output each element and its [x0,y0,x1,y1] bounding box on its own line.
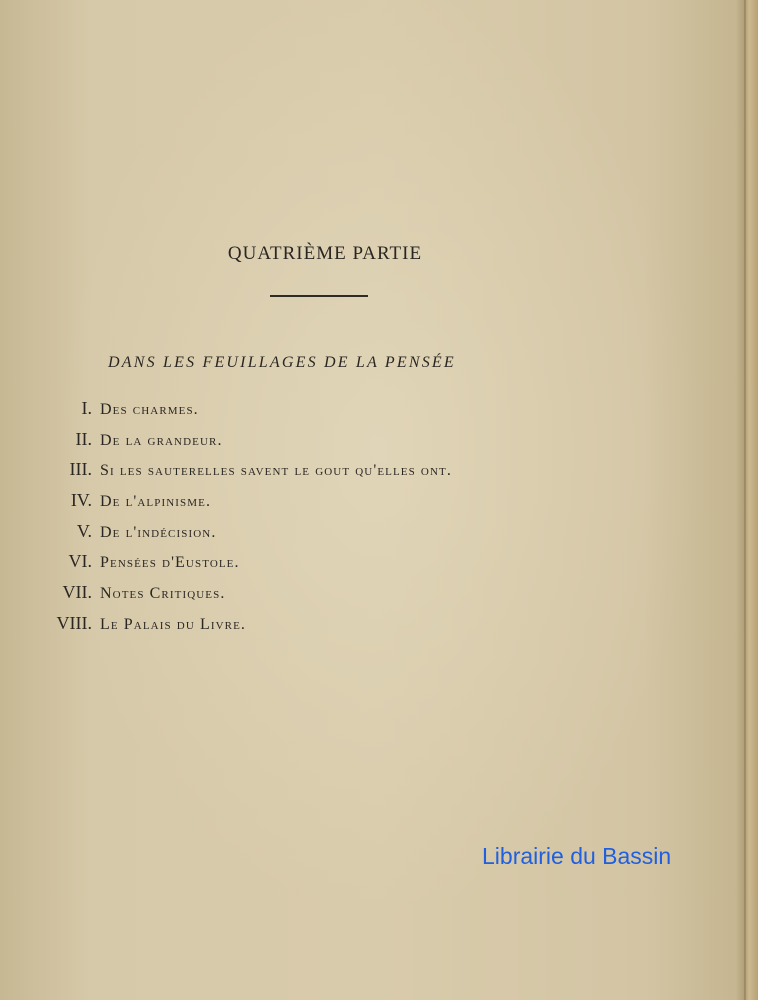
toc-title: De l'alpinisme. [100,493,212,511]
part-title: QUATRIÈME PARTIE [227,243,423,264]
toc-number: V. [76,520,92,541]
title-rule [270,295,368,297]
toc-title: De la grandeur. [100,431,223,449]
toc-number: VI. [68,551,92,572]
table-of-contents [40,398,620,644]
toc-entry [40,459,620,490]
page-edge-line [744,0,746,1000]
toc-title: Le Palais du Livre. [100,615,247,633]
toc-number: I. [81,398,92,418]
toc-title: Notes Critiques. [100,585,226,603]
toc-title: Si les sauterelles savent le gout qu'elles ont. [100,462,452,480]
toc-number: III. [69,459,92,480]
toc-entry [40,429,620,460]
toc-entry [40,490,620,521]
toc-title: Pensées d'Eustole. [100,554,240,572]
toc-title: De l'indécision. [100,523,217,541]
watermark-text: Librairie du Bassin [482,843,672,869]
toc-entry [40,551,620,582]
toc-entry [40,582,620,613]
toc-entry [40,398,620,429]
toc-entry [40,521,620,552]
toc-entry [40,613,620,644]
toc-number: VII. [62,582,92,603]
section-title: DANS LES FEUILLAGES DE LA PENSÉE [108,354,456,371]
toc-number: IV. [70,490,92,511]
page-edge [736,0,758,1000]
toc-number: II. [75,428,92,449]
toc-title: Des charmes. [100,401,199,418]
toc-number: VIII. [56,612,92,633]
